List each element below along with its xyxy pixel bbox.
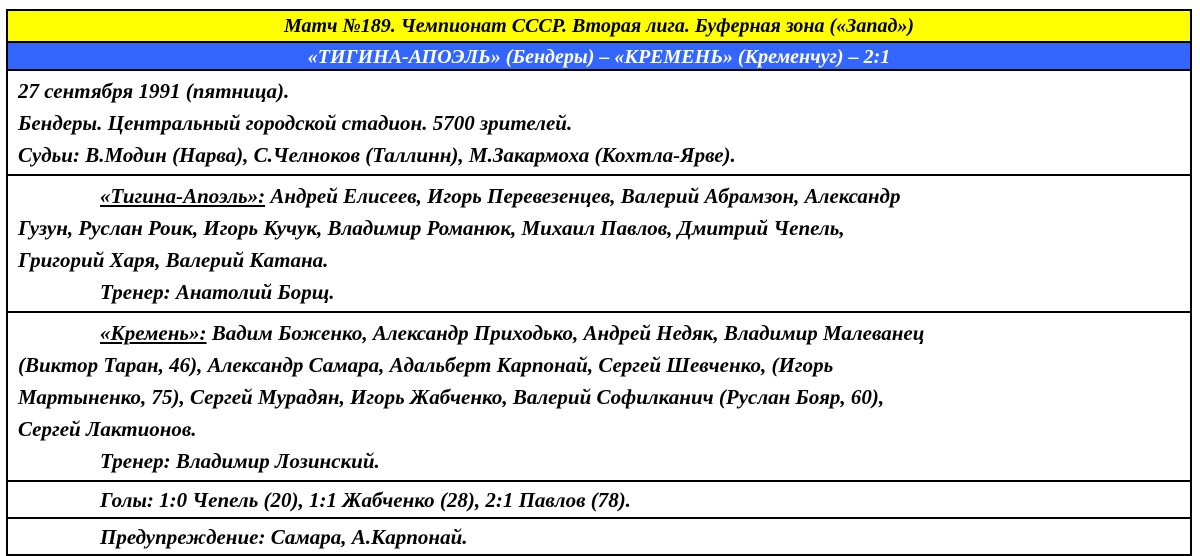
away-lineup-text-1: Вадим Боженко, Александр Приходько, Андрей Недяк, Владимир Малеванец [206, 321, 925, 345]
warnings-text: Предупреждение: Самара, А.Карпонай. [100, 525, 468, 549]
goals-row [8, 480, 1190, 517]
page-title: Матч №189. Чемпионат СССР. Вторая лига. Буферная зона («Запад») [283, 15, 915, 37]
away-team-name: «Кремень»: [100, 321, 207, 345]
home-lineup-text-1: Андрей Елисеев, Игорь Перевезенцев, Валерий Абрамзон, Александр [265, 184, 901, 208]
away-lineup-line-3: Мартыненко, 75), Сергей Мурадян, Игорь Жабченко, Валерий Софилканич (Руслан Бояр, 60), [18, 385, 885, 409]
title-row [8, 11, 1190, 41]
goals-text: Голы: 1:0 Чепель (20), 1:1 Жабченко (28), 2:1 Павлов (78). [100, 488, 631, 512]
match-referees: Судьи: В.Модин (Нарва), С.Челноков (Таллинн), М.Закармоха (Кохтла-Ярве). [18, 143, 736, 167]
match-row [8, 41, 1190, 69]
warnings-row [8, 517, 1190, 554]
match-info-block [8, 69, 1190, 174]
match-date: 27 сентября 1991 (пятница). [18, 79, 290, 103]
match-result: «ТИГИНА-АПОЭЛЬ» (Бендеры) – «КРЕМЕНЬ» (Кременчуг) – 2:1 [307, 46, 891, 68]
home-team-name: «Тигина-Апоэль»: [100, 184, 266, 208]
home-lineup-block [8, 174, 1190, 311]
home-lineup-line-1 [18, 180, 1182, 212]
home-lineup-line-3: Григорий Харя, Валерий Катана. [18, 248, 329, 272]
match-venue: Бендеры. Центральный городской стадион. 5700 зрителей. [18, 111, 573, 135]
away-lineup-block [8, 311, 1190, 480]
away-lineup-line-1 [18, 317, 1182, 349]
away-coach: Тренер: Владимир Лозинский. [100, 449, 380, 473]
away-lineup-line-4: Сергей Лактионов. [18, 417, 197, 441]
match-report-table [6, 9, 1192, 556]
home-lineup-line-2: Гузун, Руслан Роик, Игорь Кучук, Владимир Романюк, Михаил Павлов, Дмитрий Чепель, [18, 216, 845, 240]
away-lineup-line-2: (Виктор Таран, 46), Александр Самара, Адальберт Карпонай, Сергей Шевченко, (Игорь [18, 353, 834, 377]
home-coach: Тренер: Анатолий Борщ. [100, 280, 335, 304]
